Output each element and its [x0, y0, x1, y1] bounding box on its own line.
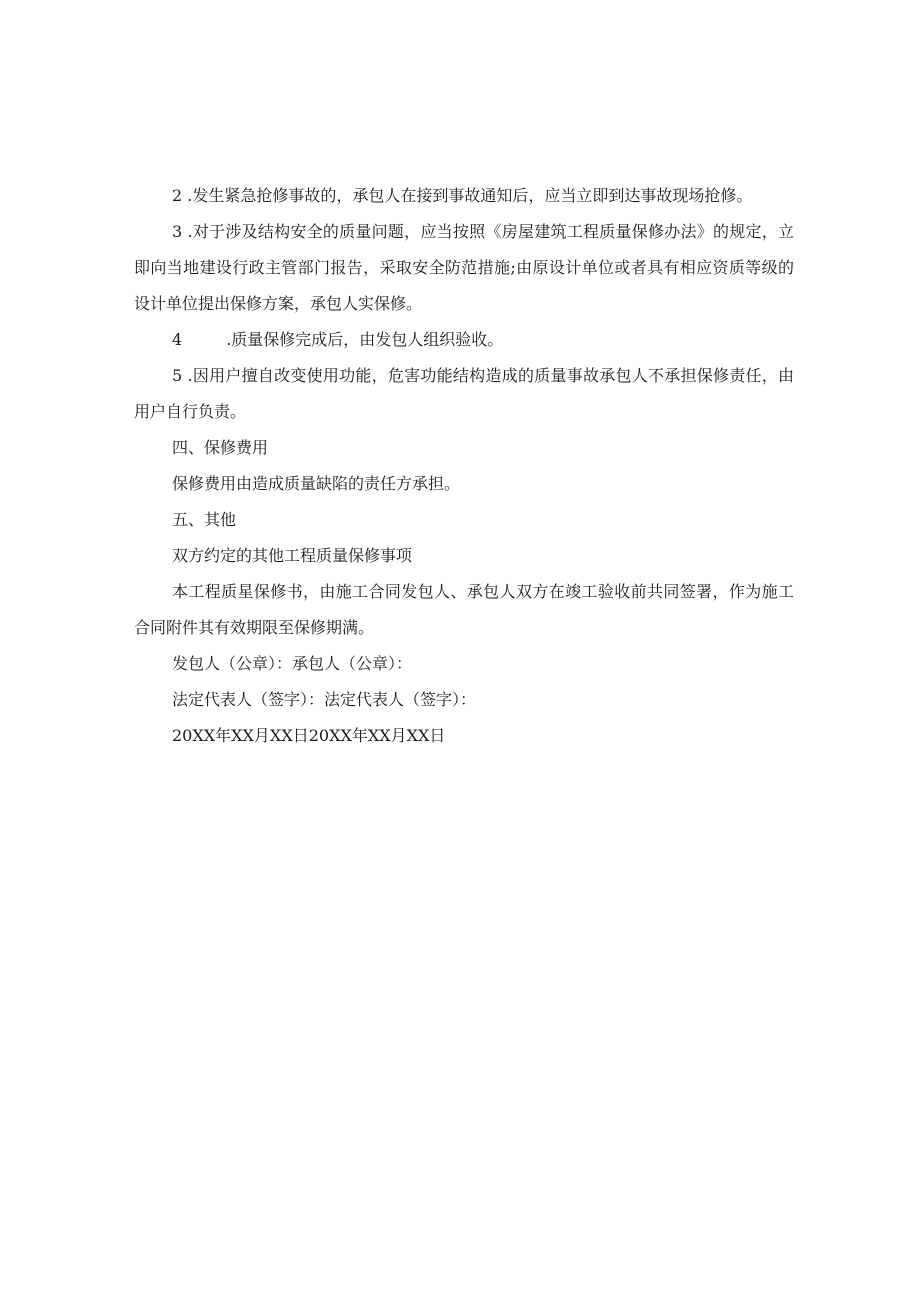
section-heading-other: 五、其他: [172, 510, 237, 529]
clause-number: 2: [172, 186, 183, 205]
document-body: [134, 178, 794, 754]
date-line: 20XX年XX月XX日20XX年XX月XX日: [172, 726, 446, 745]
clause-number: 3: [172, 222, 183, 241]
clause-text: 质量保修完成后，由发包人组织验收。: [231, 330, 504, 349]
clause-2: [134, 178, 794, 214]
clause-text: 对于涉及结构安全的质量问题，应当按照《房屋建筑工程质量保修办法》的规定，立即向当地建设行政主管部门报告，采取安全防范措施;由原设计单位或者具有相应资质等级的设计单位提出保修方案，承包人实保修。: [134, 222, 794, 313]
seal-line: 发包人（公章）：承包人（公章）：: [172, 654, 413, 673]
section-body-other: 双方约定的其他工程质量保修事项: [172, 546, 413, 565]
clause-number: 5: [172, 366, 183, 385]
clause-separator: .: [226, 330, 232, 349]
clause-4: [134, 322, 794, 358]
section-heading-fees: 四、保修费用: [172, 438, 269, 457]
closing-paragraph: 本工程质星保修书，由施工合同发包人、承包人双方在竣工验收前共同签署，作为施工合同附件其有效期限至保修期满。: [134, 582, 794, 637]
clause-number: 4: [172, 330, 183, 349]
clause-separator: .: [182, 366, 193, 385]
clause-separator: .: [182, 222, 193, 241]
clause-separator: .: [182, 186, 193, 205]
clause-text: 发生紧急抢修事故的，承包人在接到事故通知后，应当立即到达事故现场抢修。: [192, 186, 753, 205]
clause-5: [134, 358, 794, 430]
section-body-fees: 保修费用由造成质量缺陷的责任方承担。: [172, 474, 461, 493]
signature-line: 法定代表人（签字）：法定代表人（签字）：: [172, 690, 477, 709]
clause-text: 因用户擅自改变使用功能，危害功能结构造成的质量事故承包人不承担保修责任，由用户自行负责。: [134, 366, 794, 421]
clause-3: [134, 214, 794, 322]
